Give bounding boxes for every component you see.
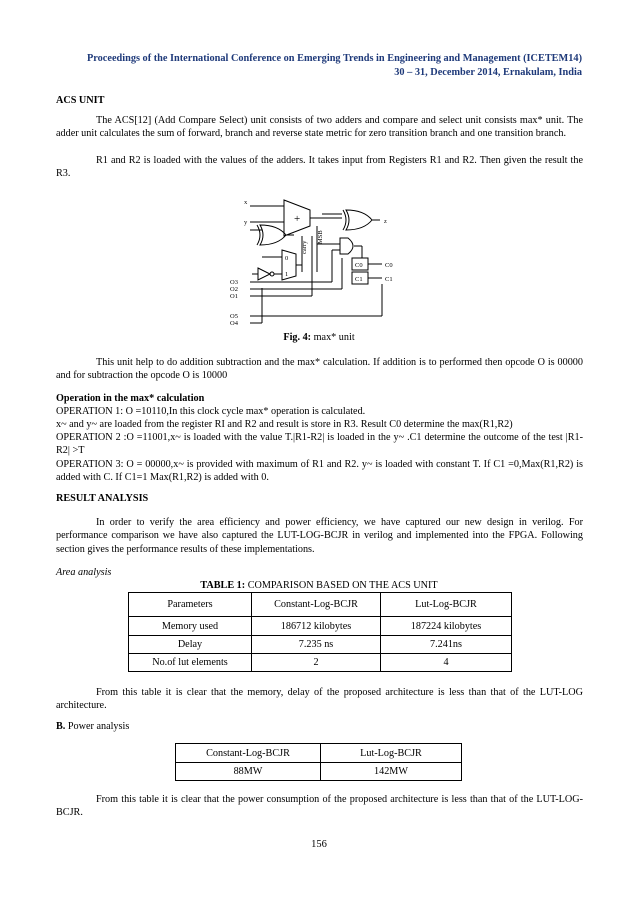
- label-c0-out: C0: [385, 262, 393, 269]
- caption-text: max* unit: [311, 332, 355, 343]
- label-c1-out: C1: [385, 276, 393, 283]
- label-mux0: 0: [285, 255, 289, 262]
- power-analysis-label: [56, 720, 583, 733]
- label-o4: O4: [230, 320, 238, 327]
- table-1-caption: [0, 580, 638, 591]
- acs-para-2: R1 and R2 is loaded with the values of the adders. It takes input from Registers R1 and R2. Then given the result the R3.: [56, 155, 583, 180]
- header-line-1: Proceedings of the International Conference on Emerging Trends in Engineering and Management (ICETEM14): [86, 53, 582, 64]
- table-cell: Memory used: [129, 617, 252, 636]
- table-1-caption-text: COMPARISON BASED ON THE ACS UNIT: [245, 580, 438, 591]
- table-cell: 187224 kilobytes: [381, 617, 512, 636]
- label-o2: O2: [230, 286, 238, 293]
- label-mux1: 1: [285, 271, 289, 278]
- label-z: z: [384, 218, 387, 225]
- table-2: [175, 743, 462, 781]
- table-1-header-cell: Lut-Log-BCJR: [381, 593, 512, 617]
- label-y: y: [244, 219, 248, 226]
- label-o5: O5: [230, 313, 238, 320]
- inverter: [258, 268, 270, 280]
- table-cell: 2: [252, 654, 381, 672]
- table-row: [176, 763, 462, 781]
- after-table-2-paragraph: From this table it is clear that the power consumption of the proposed architecture is less than that of the LUT-LOG-BCJR.: [56, 794, 583, 819]
- table-1: [128, 592, 512, 672]
- label-o1: O1: [230, 293, 238, 300]
- table-cell: 7.241ns: [381, 636, 512, 654]
- acs-para-1: The ACS[12] (Add Compare Select) unit consists of two adders and compare and select unit consists max* unit. The adder unit calculates the sum of forward, branch and reverse state metric for zero transition branch and one transition branch.: [56, 115, 583, 140]
- label-c1-in: C1: [355, 276, 363, 283]
- label-c0-in: C0: [355, 262, 363, 269]
- and-gate: [340, 238, 353, 254]
- table-1-caption-label: TABLE 1:: [200, 580, 246, 591]
- table-cell: 142MW: [321, 763, 462, 781]
- label-o3: O3: [230, 279, 238, 286]
- area-analysis-label: Area analysis: [56, 567, 112, 578]
- operation-1: OPERATION 1: O =10110,In this clock cycle max* operation is calculated.: [56, 406, 366, 417]
- table-cell: 7.235 ns: [252, 636, 381, 654]
- label-x: x: [244, 199, 248, 206]
- result-analysis-heading: RESULT ANALYSIS: [56, 493, 149, 504]
- table-1-header-row: [129, 593, 512, 617]
- table-1-header-cell: Parameters: [129, 593, 252, 617]
- operation-1-detail: x~ and y~ are loaded from the register RI and R2 and result is store in R3. Result C0 determine the max(R1,R2): [56, 419, 513, 430]
- label-plus: +: [294, 213, 301, 225]
- power-label-prefix: B.: [56, 721, 66, 732]
- table-row: [129, 636, 512, 654]
- table-row: [129, 617, 512, 636]
- table-2-header-row: [176, 744, 462, 763]
- table-cell: 4: [381, 654, 512, 672]
- table-cell: Delay: [129, 636, 252, 654]
- table-cell: 186712 kilobytes: [252, 617, 381, 636]
- xor-gate-2: [346, 210, 372, 230]
- page-number: 156: [311, 839, 327, 850]
- label-msb: MSB: [317, 230, 324, 244]
- table-cell: No.of lut elements: [129, 654, 252, 672]
- label-carry: carry: [301, 240, 308, 254]
- operation-2: OPERATION 2 :O =11001,x~ is loaded with the value T.|R1-R2| is loaded in the y~ .C1 determine the outcome of the test |R1-R2| >T: [56, 432, 583, 457]
- figure-caption: [0, 332, 638, 343]
- table-row: [129, 654, 512, 672]
- result-paragraph: In order to verify the area efficiency and power efficiency, we have captured our new design in verilog. For performance comparison we have also captured the LUT-LOG-BCJR in verilog and implemented into the FPGA. Following section gives the performance results of these implementations.: [56, 517, 583, 555]
- table-2-header-cell: Lut-Log-BCJR: [321, 744, 462, 763]
- max-unit-diagram: [222, 192, 422, 330]
- xor-gate-1: [260, 225, 286, 245]
- conference-header: [87, 52, 582, 80]
- caption-label: Fig. 4:: [283, 332, 312, 343]
- max-operation-heading: Operation in the max* calculation: [56, 393, 205, 404]
- table-2-header-cell: Constant-Log-BCJR: [176, 744, 321, 763]
- after-table-1-paragraph: From this table it is clear that the memory, delay of the proposed architecture is less than that of the LUT-LOG architecture.: [56, 687, 583, 712]
- acs-unit-heading: ACS UNIT: [56, 95, 105, 106]
- table-cell: 88MW: [176, 763, 321, 781]
- table-1-header-cell: Constant-Log-BCJR: [252, 593, 381, 617]
- power-label-text: Power analysis: [65, 721, 130, 732]
- max-intro-paragraph: This unit help to do addition subtraction and the max* calculation. If addition is to performed then opcode O is 00000 and for subtraction the opcode O is 10000: [56, 357, 583, 382]
- operation-3: OPERATION 3: O = 00000,x~ is provided with maximum of R1 and R2. y~ is loaded with constant T. If C1 =0,Max(R1,R2) is added with C. If C1=1 Max(R1,R2) is added with 0.: [56, 459, 583, 484]
- header-line-2: 30 – 31, December 2014, Ernakulam, India: [394, 67, 582, 78]
